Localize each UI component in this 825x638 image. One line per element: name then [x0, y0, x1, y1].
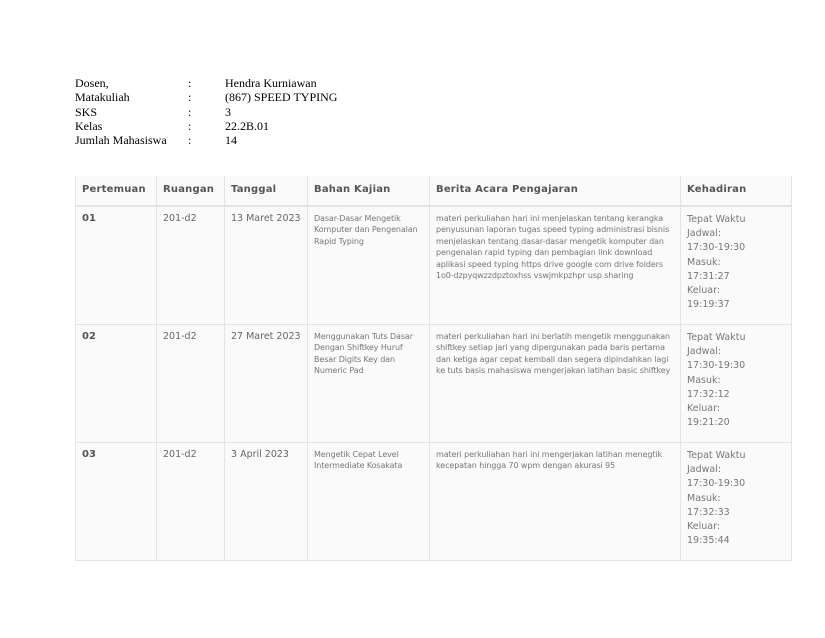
masuk-value: 17:32:12: [687, 388, 730, 400]
cell-ruangan: 201-d2: [157, 443, 225, 561]
table-row: [76, 325, 792, 443]
cell-ruangan: 201-d2: [157, 206, 225, 325]
cell-berita-acara: materi perkuliahan hari ini menjelaskan tentang kerangka penyusunan laporan tugas speed typing administrasi bisnis menjelaskan tentang dasar-dasar mengetik komputer dan pengenalan rapid typing dan pembagian link download aplikasi speed typing https drive google com drive folders 1o0-dzpyqwzzdpztoxhss vswjmkpzhpr usp sharing: [430, 206, 681, 325]
cell-pertemuan: 03: [76, 443, 157, 561]
cell-kehadiran: [681, 443, 792, 561]
info-row-matakuliah: [75, 90, 337, 104]
info-label: SKS: [75, 104, 98, 119]
cell-berita-acara: materi perkuliahan hari ini berlatih mengetik menggunakan shiftkey setiap jari yang dipergunakan pada baris pertama dan ketiga agar cepat kembali dan segera dipindahkan lagi ke tuts basis mahasiswa mengerjakan latihan basic shiftkey: [430, 325, 681, 443]
cell-ruangan: 201-d2: [157, 325, 225, 443]
header-bahan-kajian: Bahan Kajian: [308, 176, 430, 206]
jadwal-value: 17:30-19:30: [687, 478, 746, 490]
cell-pertemuan: 02: [76, 325, 157, 443]
info-row-dosen: [75, 76, 337, 90]
header-kehadiran: Kehadiran: [681, 176, 792, 206]
jadwal-label: Jadwal:: [687, 228, 722, 240]
masuk-label: Masuk:: [687, 256, 721, 268]
cell-kehadiran: [681, 325, 792, 443]
info-label: Jumlah Mahasiswa: [75, 133, 167, 148]
attendance-status: Tepat Waktu: [687, 332, 746, 343]
header-pertemuan: Pertemuan: [76, 176, 157, 206]
table-row: [76, 443, 792, 561]
jadwal-value: 17:30-19:30: [687, 360, 746, 372]
attendance-status: Tepat Waktu: [687, 450, 746, 461]
info-colon: :: [188, 133, 192, 148]
keluar-label: Keluar:: [687, 521, 721, 533]
info-colon: :: [188, 104, 192, 119]
header-tanggal: Tanggal: [225, 176, 308, 206]
table-row: [76, 206, 792, 325]
header-ruangan: Ruangan: [157, 176, 225, 206]
cell-kehadiran: [681, 206, 792, 325]
header-berita-acara: Berita Acara Pengajaran: [430, 176, 681, 206]
course-info: [75, 76, 337, 147]
keluar-label: Keluar:: [687, 285, 721, 297]
cell-tanggal: 13 Maret 2023: [225, 206, 308, 325]
jadwal-label: Jadwal:: [687, 346, 722, 358]
info-value: (867) SPEED TYPING: [225, 90, 338, 105]
info-colon: :: [188, 76, 192, 90]
keluar-value: 19:35:44: [687, 535, 730, 547]
table-header-row: [76, 176, 792, 206]
info-value: 3: [225, 104, 231, 119]
jadwal-value: 17:30-19:30: [687, 242, 746, 254]
masuk-value: 17:32:33: [687, 506, 730, 518]
info-colon: :: [188, 90, 192, 105]
cell-bahan-kajian: Menggunakan Tuts Dasar Dengan Shiftkey Huruf Besar Digits Key dan Numeric Pad: [308, 325, 430, 443]
info-value: 14: [225, 133, 237, 148]
cell-tanggal: 3 April 2023: [225, 443, 308, 561]
cell-bahan-kajian: Mengetik Cepat Level Intermediate Kosakata: [308, 443, 430, 561]
info-row-kelas: [75, 119, 337, 133]
info-row-jumlah-mahasiswa: [75, 133, 337, 147]
cell-bahan-kajian: Dasar-Dasar Mengetik Komputer dan Pengenalan Rapid Typing: [308, 206, 430, 325]
info-row-sks: [75, 105, 337, 119]
info-colon: :: [188, 118, 192, 133]
info-value: 22.2B.01: [225, 118, 270, 133]
cell-pertemuan: 01: [76, 206, 157, 325]
info-label: Dosen,: [75, 76, 109, 90]
masuk-label: Masuk:: [687, 374, 721, 386]
info-value: Hendra Kurniawan: [225, 76, 317, 90]
masuk-label: Masuk:: [687, 492, 721, 504]
masuk-value: 17:31:27: [687, 270, 730, 282]
keluar-label: Keluar:: [687, 403, 721, 415]
cell-berita-acara: materi perkuliahan hari ini mengerjakan latihan menegtik kecepatan hingga 70 wpm dengan akurasi 95: [430, 443, 681, 561]
info-label: Kelas: [75, 118, 103, 133]
keluar-value: 19:21:20: [687, 417, 730, 429]
jadwal-label: Jadwal:: [687, 464, 722, 476]
keluar-value: 19:19:37: [687, 299, 730, 311]
cell-tanggal: 27 Maret 2023: [225, 325, 308, 443]
info-label: Matakuliah: [75, 90, 130, 105]
attendance-status: Tepat Waktu: [687, 214, 746, 225]
attendance-table: [75, 176, 792, 561]
